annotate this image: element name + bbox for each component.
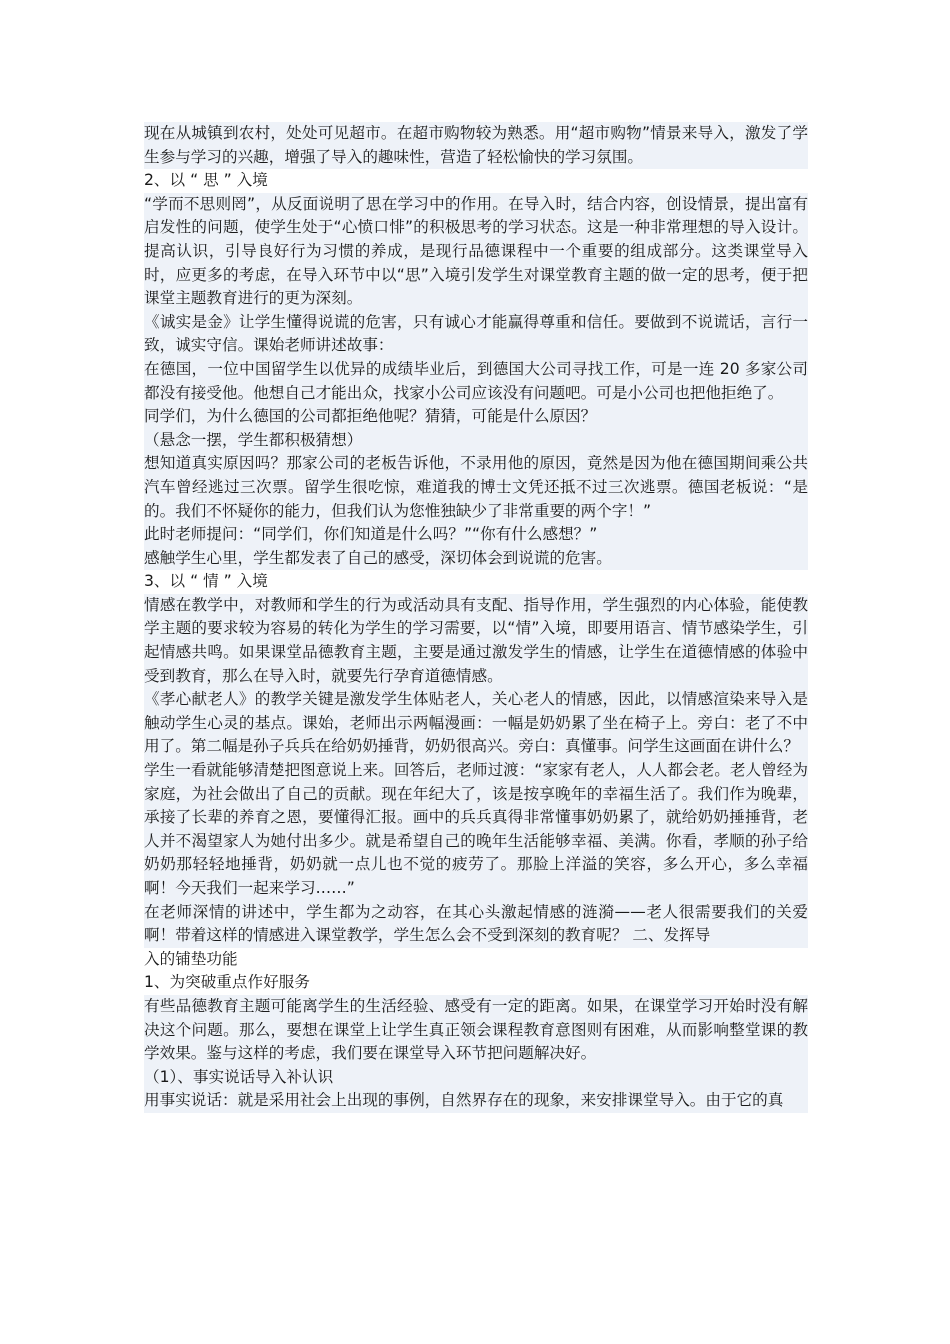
paragraph-filial-lesson: 《孝心献老人》的教学关键是激发学生体贴老人，关心老人的情感，因此，以情感渲染来导入是触动学生心灵的基点。课始，老师出示两幅漫画：一幅是奶奶累了坐在椅子上。旁白：老了不中用了。第二幅是孙子兵兵在给奶奶捶背，奶奶很高兴。旁白：真懂事。问学生这画面在讲什么？ [144, 688, 808, 759]
paragraph-real-reason: 想知道真实原因吗？那家公司的老板告诉他，不录用他的原因，竟然是因为他在德国期间乘公共汽车曾经逃过三次票。留学生很吃惊，难道我的博士文凭还抵不过三次逃票。德国老板说：“是的。我们不怀疑你的能力，但我们认为您惟独缺少了非常重要的两个字！” [144, 452, 808, 523]
paragraph-students-feel: 感触学生心里，学生都发表了自己的感受，深切体会到说谎的危害。 [144, 547, 808, 571]
paragraph-supermarket-summary: 现在从城镇到农村，处处可见超市。在超市购物较为熟悉。用“超市购物”情景来导入，激发了学生参与学习的兴趣，增强了导入的趣味性，营造了轻松愉快的学习氛围。 [144, 122, 808, 169]
paragraph-question: 同学们，为什么德国的公司都拒绝他呢？猜猜，可能是什么原因？ [144, 405, 808, 429]
paragraph-germany-story: 在德国，一位中国留学生以优异的成绩毕业后，到德国大公司寻找工作，可是一连 20 多家公司都没有接受他。他想自己才能出众，找家小公司应该没有问题吧。可是小公司也把他拒绝了。 [144, 358, 808, 405]
paragraph-key-points: 有些品德教育主题可能离学生的生活经验、感受有一定的距离。如果，在课堂学习开始时没有解决这个问题。那么，要想在课堂上让学生真正领会课程教育意图则有困难，从而影响整堂课的教学效果。鉴与这样的考虑，我们要在课堂导入环节把问题解决好。 [144, 995, 808, 1066]
paragraph-facts: 用事实说话：就是采用社会上出现的事例，自然界存在的现象，来安排课堂导入。由于它的真 [144, 1089, 808, 1113]
paragraph-think-intro: “学而不思则罔”，从反面说明了思在学习中的作用。在导入时，结合内容，创设情景，提出富有启发性的问题，使学生处于“心愤口悱”的积极思考的学习状态。这是一种非常理想的导入设计。提高认识，引导良好行为习惯的养成，是现行品德课程中一个重要的组成部分。这类课堂导入时，应更多的考虑，在导入环节中以“思”入境引发学生对课堂教育主题的做一定的思考，便于把课堂主题教育进行的更为深刻。 [144, 193, 808, 311]
paragraph-honesty-lesson: 《诚实是金》让学生懂得说谎的危害，只有诚心才能赢得尊重和信任。要做到不说谎话，言行一致，诚实守信。课始老师讲述故事： [144, 311, 808, 358]
heading-foundation-function: 入的铺垫功能 [144, 949, 238, 968]
paragraph-suspense: （悬念一摆，学生都积极猜想） [144, 429, 808, 453]
paragraph-teacher-transition: 学生一看就能够清楚把图意说上来。回答后，老师过渡：“家家有老人，人人都会老。老人曾经为家庭，为社会做出了自己的贡献。现在年纪大了，该是按享晚年的幸福生活了。我们作为晚辈，承接了长辈的养育之恩，要懂得汇报。画中的兵兵真得非常懂事奶奶累了，就给奶奶捶捶背，老人并不渴望家人为她付出多少。就是希望自己的晚年生活能够幸福、美满。你看，孝顺的孙子给奶奶那轻轻地捶背，奶奶就一点儿也不觉的疲劳了。那脸上洋溢的笑容，多么开心，多么幸福啊！今天我们一起来学习……” [144, 759, 808, 901]
heading-emotion: 3、以 “ 情 ” 入境 [144, 572, 268, 591]
paragraph-students-moved: 在老师深情的讲述中，学生都为之动容，在其心头激起情感的涟漪——老人很需要我们的关爱啊！带着这样的情感进入课堂教学，学生怎么会不受到深刻的教育呢？ 二、发挥导 [144, 901, 808, 948]
paragraph-emotion-intro: 情感在教学中，对教师和学生的行为或活动具有支配、指导作用，学生强烈的内心体验，能使教学主题的要求较为容易的转化为学生的学习需要，以“情”入境，即要用语言、情节感染学生，引起情感共鸣。如果课堂品德教育主题，主要是通过激发学生的情感，让学生在道德情感的体验中受到教育，那么在导入时，就要先行孕育道德情感。 [144, 594, 808, 688]
document-body [144, 122, 808, 1113]
heading-think: 2、以 “ 思 ” 入境 [144, 171, 268, 190]
heading-key-points: 1、为突破重点作好服务 [144, 973, 310, 992]
paragraph-teacher-asks: 此时老师提问：“同学们，你们知道是什么吗？”“你有什么感想？” [144, 523, 808, 547]
heading-facts: （1）、事实说话导入补认识 [144, 1066, 808, 1090]
